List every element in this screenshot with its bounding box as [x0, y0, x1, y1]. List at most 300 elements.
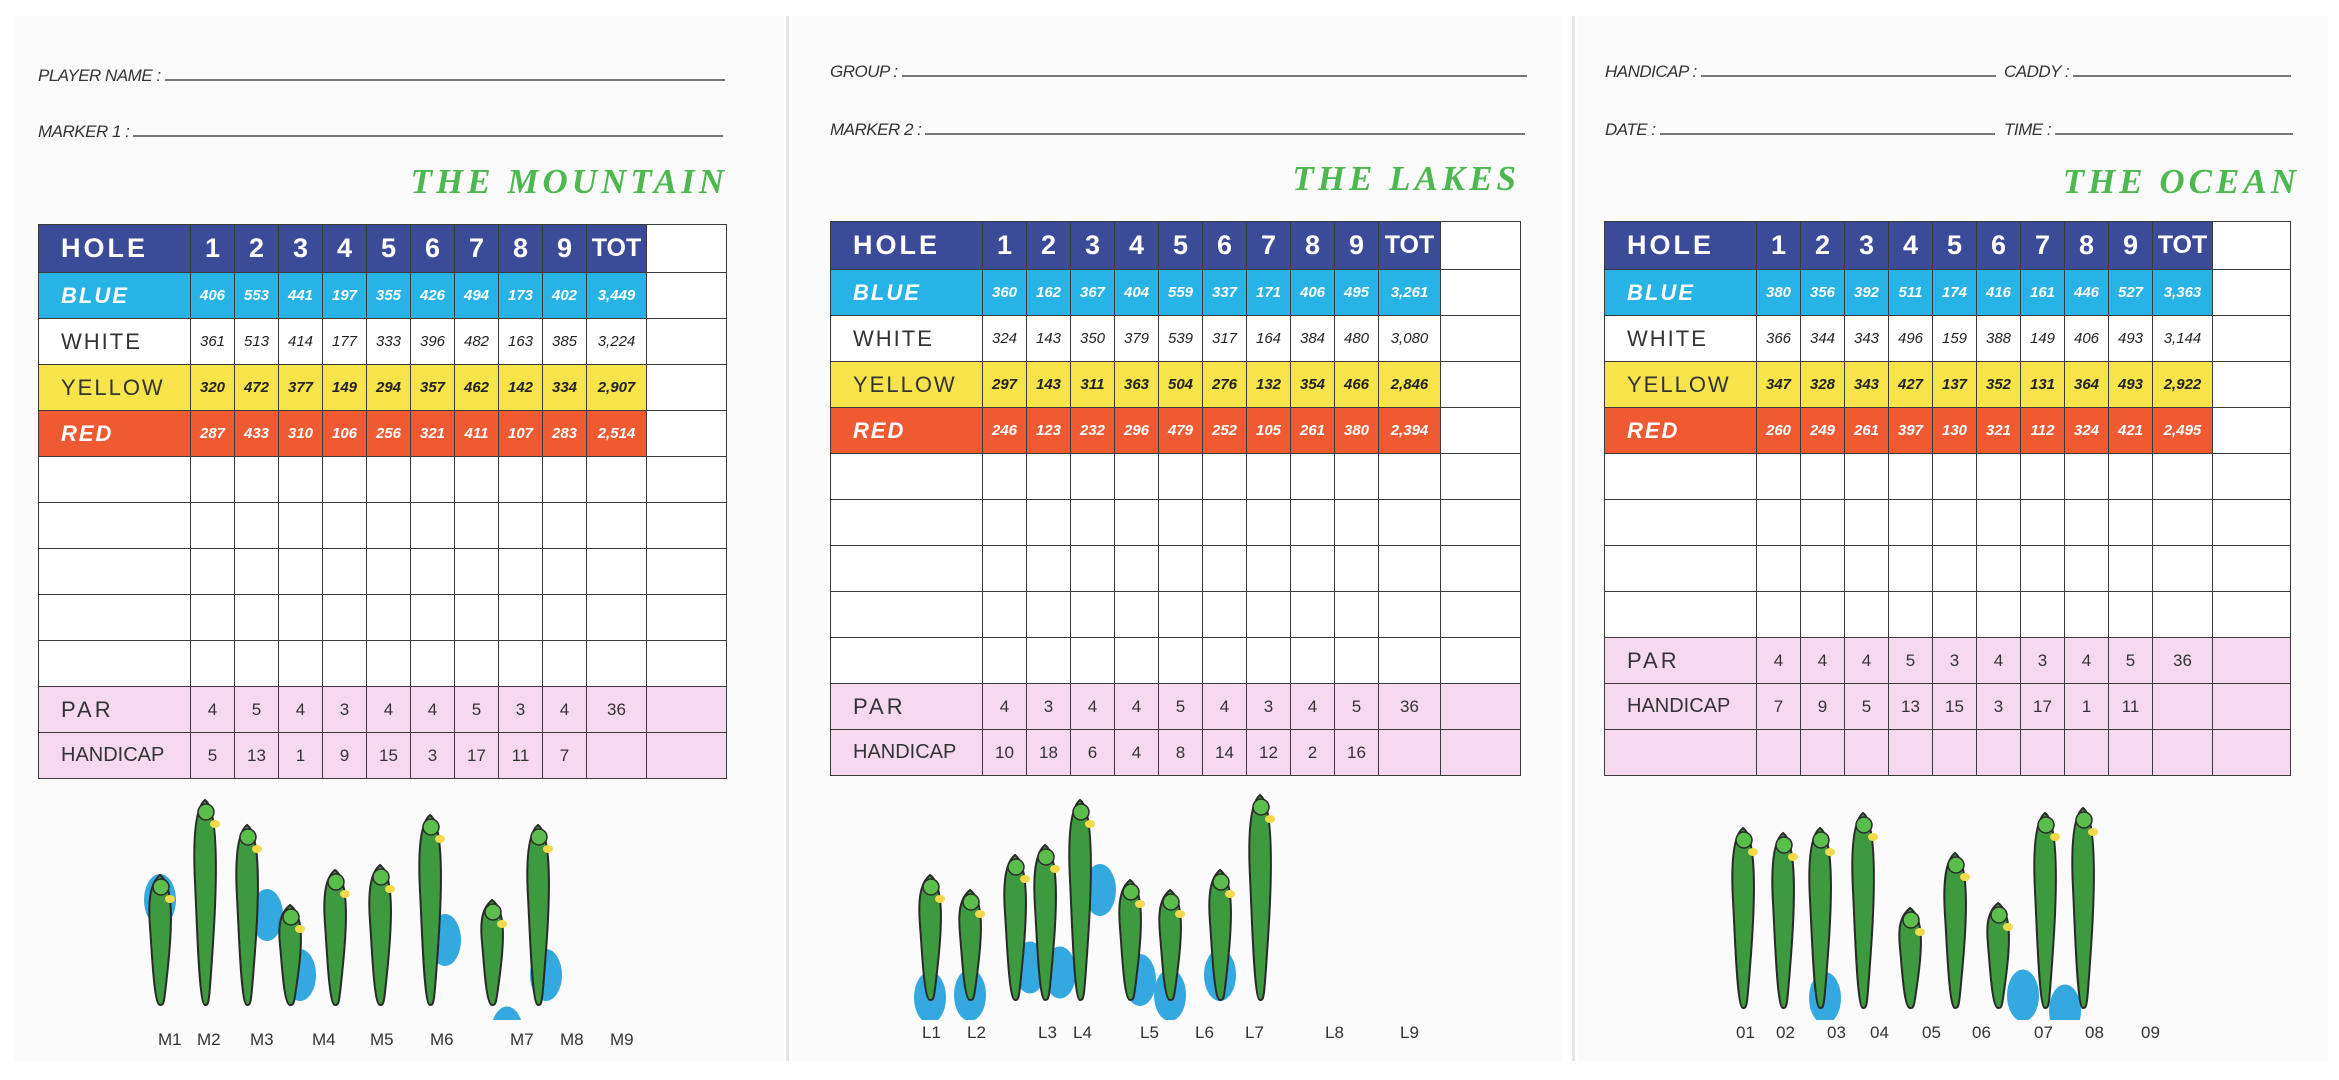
score-entry-cell[interactable] — [279, 549, 323, 595]
score-entry-cell[interactable] — [1291, 592, 1335, 638]
player-name-cell[interactable] — [1605, 592, 1757, 638]
score-entry-cell[interactable] — [1203, 500, 1247, 546]
score-entry-cell[interactable] — [1801, 454, 1845, 500]
score-entry-cell[interactable] — [411, 549, 455, 595]
par-label: PAR — [39, 687, 191, 733]
blue-yardage-cell: 162 — [1027, 270, 1071, 316]
player-name-cell[interactable] — [831, 546, 983, 592]
score-entry-cell[interactable] — [1889, 592, 1933, 638]
green — [373, 869, 389, 885]
yellow-tee-label: YELLOW — [39, 365, 191, 411]
green — [1903, 912, 1919, 928]
par-cell: 3 — [1247, 684, 1291, 730]
marker2-line — [925, 133, 1525, 135]
score-entry-cell[interactable] — [983, 638, 1027, 684]
score-entry-cell[interactable] — [235, 503, 279, 549]
score-entry-cell[interactable] — [191, 549, 235, 595]
score-entry-cell[interactable] — [1027, 638, 1071, 684]
white-tee-row — [1605, 316, 2291, 362]
handicap-cell: 8 — [1159, 730, 1203, 776]
red-yardage-cell: 296 — [1115, 408, 1159, 454]
red-yardage-cell: 397 — [1889, 408, 1933, 454]
marker2-field[interactable] — [830, 114, 1525, 140]
score-entry-cell[interactable] — [2065, 500, 2109, 546]
bunker — [210, 820, 220, 828]
score-entry-cell[interactable] — [1933, 592, 1977, 638]
score-entry-cell[interactable] — [2065, 592, 2109, 638]
score-entry-cell[interactable] — [1441, 638, 1521, 684]
score-entry-cell[interactable] — [1441, 270, 1521, 316]
par-cell: 5 — [1335, 684, 1379, 730]
score-entry-cell[interactable] — [1441, 592, 1521, 638]
blue-yardage-cell: 527 — [2109, 270, 2153, 316]
hole-number-row — [831, 222, 1521, 270]
score-entry-cell[interactable] — [411, 641, 455, 687]
score-entry-cell[interactable] — [983, 546, 1027, 592]
hole-map-label: M6 — [430, 1030, 454, 1049]
yellow-yardage-cell: 320 — [191, 365, 235, 411]
score-entry-cell[interactable] — [1801, 592, 1845, 638]
bunker — [252, 845, 262, 853]
par-cell: 5 — [235, 687, 279, 733]
blue-yardage-cell: 494 — [455, 273, 499, 319]
bunker — [435, 835, 445, 843]
score-entry-cell[interactable] — [1441, 316, 1521, 362]
caddy-label: CADDY : — [2004, 62, 2070, 81]
score-entry-cell[interactable] — [1757, 592, 1801, 638]
hole-map-M8 — [481, 900, 523, 1020]
score-entry-cell[interactable] — [1977, 546, 2021, 592]
red-yardage-cell: 106 — [323, 411, 367, 457]
score-entry-cell[interactable] — [983, 454, 1027, 500]
score-entry-cell[interactable] — [455, 641, 499, 687]
white-yardage-cell: 324 — [983, 316, 1027, 362]
score-entry-cell[interactable] — [1757, 454, 1801, 500]
score-entry-cell[interactable] — [2021, 592, 2065, 638]
player-name-cell[interactable] — [1605, 454, 1757, 500]
score-entry-cell[interactable] — [2109, 546, 2153, 592]
score-entry-cell[interactable] — [1889, 500, 1933, 546]
score-entry-cell[interactable] — [1977, 592, 2021, 638]
score-entry-cell[interactable] — [1291, 638, 1335, 684]
score-entry-cell[interactable] — [587, 503, 647, 549]
red-yardage-cell: 310 — [279, 411, 323, 457]
score-entry-cell[interactable] — [1379, 454, 1441, 500]
score-entry-cell[interactable] — [191, 595, 235, 641]
score-entry-cell[interactable] — [323, 595, 367, 641]
score-entry-cell[interactable] — [1115, 454, 1159, 500]
player-name-cell[interactable] — [39, 641, 191, 687]
blue-yardage-cell: 380 — [1757, 270, 1801, 316]
score-entry-cell[interactable] — [1027, 500, 1071, 546]
score-entry-cell[interactable] — [367, 457, 411, 503]
total-extra-cell[interactable] — [1441, 222, 1521, 270]
handicap-cell: 11 — [2109, 684, 2153, 730]
score-entry-cell[interactable] — [1757, 500, 1801, 546]
score-entry-cell[interactable] — [2213, 316, 2291, 362]
bunker — [1825, 848, 1835, 856]
green — [1948, 857, 1964, 873]
score-row — [39, 595, 727, 641]
score-entry-cell[interactable] — [455, 549, 499, 595]
group-field[interactable] — [830, 56, 1527, 82]
score-entry-cell[interactable] — [1291, 546, 1335, 592]
score-entry-cell[interactable] — [587, 595, 647, 641]
score-entry-cell[interactable] — [2065, 454, 2109, 500]
score-row — [831, 638, 1521, 684]
score-entry-cell[interactable] — [235, 595, 279, 641]
score-entry-cell[interactable] — [1071, 546, 1115, 592]
blue-yardage-cell: 441 — [279, 273, 323, 319]
blue-yardage-cell: 416 — [1977, 270, 2021, 316]
score-entry-cell[interactable] — [1977, 500, 2021, 546]
score-entry-cell[interactable] — [543, 503, 587, 549]
handicap-field[interactable] — [1605, 56, 1996, 82]
score-entry-cell[interactable] — [1115, 500, 1159, 546]
hole-number-5: 5 — [1933, 222, 1977, 270]
hole-map-L6 — [1119, 880, 1156, 1006]
score-entry-cell[interactable] — [499, 503, 543, 549]
score-entry-cell[interactable] — [1977, 454, 2021, 500]
white-tee-row — [831, 316, 1521, 362]
score-row — [1605, 454, 2291, 500]
hole-map-L9 — [1249, 795, 1275, 1000]
player-name-cell[interactable] — [831, 454, 983, 500]
score-entry-cell[interactable] — [1441, 362, 1521, 408]
score-entry-cell[interactable] — [455, 457, 499, 503]
score-entry-cell[interactable] — [2213, 270, 2291, 316]
score-entry-cell[interactable] — [1159, 638, 1203, 684]
score-entry-cell[interactable] — [1071, 592, 1115, 638]
score-entry-cell[interactable] — [1335, 638, 1379, 684]
player-name-cell[interactable] — [39, 595, 191, 641]
score-entry-cell[interactable] — [1159, 454, 1203, 500]
caddy-field[interactable] — [2004, 56, 2291, 82]
score-entry-cell[interactable] — [1203, 638, 1247, 684]
hole-map-label: L1 — [922, 1023, 941, 1042]
score-entry-cell[interactable] — [1247, 592, 1291, 638]
score-entry-cell[interactable] — [323, 503, 367, 549]
score-entry-cell[interactable] — [235, 549, 279, 595]
blank-pink-row — [1605, 730, 2291, 776]
blue-yardage-cell: 406 — [1291, 270, 1335, 316]
blue-yardage-cell: 553 — [235, 273, 279, 319]
yellow-tee-label: YELLOW — [831, 362, 983, 408]
white-tee-label: WHITE — [831, 316, 983, 362]
green — [423, 819, 439, 835]
score-entry-cell[interactable] — [455, 503, 499, 549]
hole-number-6: 6 — [1977, 222, 2021, 270]
score-entry-cell[interactable] — [2213, 546, 2291, 592]
yellow-yardage-cell: 311 — [1071, 362, 1115, 408]
hole-maps-ocean — [1715, 798, 2235, 1020]
score-entry-cell[interactable] — [2153, 546, 2213, 592]
player-name-cell[interactable] — [1605, 500, 1757, 546]
scorecard-table-ocean — [1604, 221, 2291, 776]
yellow-yardage-cell: 364 — [2065, 362, 2109, 408]
score-entry-cell[interactable] — [1115, 546, 1159, 592]
hole-map-L8 — [1204, 870, 1236, 1001]
score-entry-cell[interactable] — [235, 641, 279, 687]
yellow-yardage-cell: 462 — [455, 365, 499, 411]
water-hazard — [491, 1007, 523, 1021]
score-entry-cell[interactable] — [1027, 546, 1071, 592]
score-entry-cell[interactable] — [1247, 500, 1291, 546]
bunker — [165, 895, 175, 903]
score-entry-cell[interactable] — [323, 457, 367, 503]
score-entry-cell[interactable] — [2153, 500, 2213, 546]
score-entry-cell[interactable] — [323, 549, 367, 595]
fairway — [1249, 795, 1271, 1000]
score-entry-cell[interactable] — [1441, 408, 1521, 454]
hole-map-M4 — [279, 905, 316, 1005]
score-entry-cell[interactable] — [1845, 500, 1889, 546]
score-entry-cell[interactable] — [1335, 454, 1379, 500]
player-name-cell[interactable] — [39, 549, 191, 595]
player-name-field[interactable] — [38, 60, 725, 86]
score-entry-cell[interactable] — [191, 503, 235, 549]
score-entry-cell[interactable] — [2109, 454, 2153, 500]
score-entry-cell[interactable] — [1115, 638, 1159, 684]
score-entry-cell[interactable] — [1441, 546, 1521, 592]
score-entry-cell[interactable] — [235, 457, 279, 503]
green — [1813, 832, 1829, 848]
course-title-mountain: THE MOUNTAIN — [410, 162, 728, 201]
bunker — [2088, 828, 2098, 836]
score-entry-cell[interactable] — [983, 592, 1027, 638]
handicap-cell: 17 — [455, 733, 499, 779]
hole-map-label: M3 — [250, 1030, 274, 1049]
score-entry-cell[interactable] — [191, 641, 235, 687]
score-entry-cell[interactable] — [1379, 546, 1441, 592]
score-entry-cell[interactable] — [1379, 592, 1441, 638]
score-entry-cell[interactable] — [1379, 638, 1441, 684]
player-name-cell[interactable] — [39, 457, 191, 503]
score-entry-cell[interactable] — [647, 319, 727, 365]
player-name-cell[interactable] — [831, 500, 983, 546]
score-entry-cell[interactable] — [647, 411, 727, 457]
score-entry-cell[interactable] — [543, 595, 587, 641]
score-entry-cell[interactable] — [2153, 592, 2213, 638]
score-entry-cell[interactable] — [1845, 592, 1889, 638]
white-yardage-cell: 143 — [1027, 316, 1071, 362]
score-entry-cell[interactable] — [1441, 454, 1521, 500]
hole-map-01 — [1732, 828, 1758, 1008]
hole-map-09 — [2072, 808, 2098, 1008]
score-entry-cell[interactable] — [1159, 592, 1203, 638]
score-entry-cell[interactable] — [543, 549, 587, 595]
score-entry-cell[interactable] — [2065, 546, 2109, 592]
score-entry-cell[interactable] — [2213, 500, 2291, 546]
score-entry-cell[interactable] — [1027, 592, 1071, 638]
total-header: TOT — [587, 225, 647, 273]
score-entry-cell[interactable] — [1933, 546, 1977, 592]
score-entry-cell[interactable] — [411, 595, 455, 641]
score-entry-cell[interactable] — [587, 549, 647, 595]
date-field[interactable] — [1605, 114, 1995, 140]
score-entry-cell[interactable] — [323, 641, 367, 687]
score-entry-cell[interactable] — [1889, 546, 1933, 592]
white-yardage-cell: 396 — [411, 319, 455, 365]
time-field[interactable] — [2004, 114, 2293, 140]
date-label: DATE : — [1605, 120, 1656, 139]
score-entry-cell[interactable] — [455, 595, 499, 641]
handicap-cell: 6 — [1071, 730, 1115, 776]
score-entry-cell[interactable] — [647, 641, 727, 687]
marker1-label: MARKER 1 : — [38, 122, 130, 141]
score-entry-cell[interactable] — [2153, 454, 2213, 500]
total-extra-cell[interactable] — [2213, 222, 2291, 270]
hole-map-M9 — [527, 825, 562, 1005]
white-yardage-cell: 3,224 — [587, 319, 647, 365]
score-entry-cell[interactable] — [279, 457, 323, 503]
score-entry-cell[interactable] — [1071, 500, 1115, 546]
score-entry-cell[interactable] — [2213, 362, 2291, 408]
score-entry-cell[interactable] — [1203, 546, 1247, 592]
score-entry-cell[interactable] — [1247, 638, 1291, 684]
score-entry-cell[interactable] — [1801, 500, 1845, 546]
marker1-field[interactable] — [38, 116, 723, 142]
score-entry-cell[interactable] — [499, 549, 543, 595]
score-entry-cell[interactable] — [2213, 454, 2291, 500]
score-entry-cell[interactable] — [1933, 454, 1977, 500]
hole-row-label: HOLE — [39, 225, 191, 273]
handicap-cell: 1 — [279, 733, 323, 779]
score-entry-cell[interactable] — [983, 500, 1027, 546]
group-label: GROUP : — [830, 62, 898, 81]
score-entry-cell[interactable] — [1441, 500, 1521, 546]
par-cell: 4 — [1757, 638, 1801, 684]
player-name-cell[interactable] — [1605, 546, 1757, 592]
white-yardage-cell: 333 — [367, 319, 411, 365]
par-cell: 36 — [1379, 684, 1441, 730]
bunker — [975, 910, 985, 918]
score-entry-cell[interactable] — [1159, 500, 1203, 546]
score-entry-cell[interactable] — [647, 457, 727, 503]
score-entry-cell[interactable] — [1889, 454, 1933, 500]
par-cell: 3 — [1933, 638, 1977, 684]
score-entry-cell[interactable] — [1291, 454, 1335, 500]
score-entry-cell[interactable] — [279, 503, 323, 549]
hole-map-M6 — [369, 865, 395, 1005]
score-entry-cell[interactable] — [2109, 500, 2153, 546]
score-entry-cell[interactable] — [1027, 454, 1071, 500]
score-entry-cell[interactable] — [2109, 592, 2153, 638]
score-entry-cell[interactable] — [1115, 592, 1159, 638]
score-entry-cell[interactable] — [1335, 592, 1379, 638]
score-entry-cell[interactable] — [1159, 546, 1203, 592]
blue-yardage-cell: 3,449 — [587, 273, 647, 319]
score-entry-cell[interactable] — [543, 641, 587, 687]
score-entry-cell[interactable] — [1291, 500, 1335, 546]
yellow-yardage-cell: 493 — [2109, 362, 2153, 408]
score-entry-cell[interactable] — [411, 503, 455, 549]
hole-map-label: L6 — [1195, 1023, 1214, 1042]
score-entry-cell[interactable] — [2213, 592, 2291, 638]
yellow-yardage-cell: 2,846 — [1379, 362, 1441, 408]
hole-number-2: 2 — [1027, 222, 1071, 270]
score-entry-cell[interactable] — [499, 595, 543, 641]
course-title-ocean: THE OCEAN — [2062, 162, 2300, 201]
score-entry-cell[interactable] — [1203, 454, 1247, 500]
score-entry-cell[interactable] — [2021, 500, 2065, 546]
player-name-cell[interactable] — [831, 638, 983, 684]
red-yardage-cell: 421 — [2109, 408, 2153, 454]
score-entry-cell[interactable] — [1203, 592, 1247, 638]
hole-map-07 — [1987, 903, 2039, 1020]
red-yardage-cell: 324 — [2065, 408, 2109, 454]
player-name-cell[interactable] — [39, 503, 191, 549]
red-yardage-cell: 380 — [1335, 408, 1379, 454]
score-entry-cell[interactable] — [1379, 500, 1441, 546]
handicap-header-label: HANDICAP : — [1605, 62, 1697, 81]
score-entry-cell[interactable] — [1335, 546, 1379, 592]
hole-number-4: 4 — [1889, 222, 1933, 270]
score-entry-cell[interactable] — [411, 457, 455, 503]
score-entry-cell[interactable] — [1845, 546, 1889, 592]
blank-pink-cell — [1845, 730, 1889, 776]
score-entry-cell[interactable] — [1247, 546, 1291, 592]
score-entry-cell[interactable] — [647, 595, 727, 641]
score-entry-cell[interactable] — [367, 595, 411, 641]
total-extra-cell[interactable] — [647, 225, 727, 273]
score-row — [39, 549, 727, 595]
yellow-yardage-cell: 297 — [983, 362, 1027, 408]
red-yardage-cell: 479 — [1159, 408, 1203, 454]
score-entry-cell[interactable] — [1335, 500, 1379, 546]
score-entry-cell[interactable] — [1757, 546, 1801, 592]
score-entry-cell[interactable] — [2213, 408, 2291, 454]
par-cell: 4 — [191, 687, 235, 733]
score-entry-cell[interactable] — [2021, 454, 2065, 500]
handicap-cell: 13 — [1889, 684, 1933, 730]
score-entry-cell[interactable] — [1801, 546, 1845, 592]
score-entry-cell[interactable] — [279, 641, 323, 687]
red-yardage-cell: 130 — [1933, 408, 1977, 454]
par-row — [1605, 638, 2291, 684]
player-name-cell[interactable] — [831, 592, 983, 638]
score-entry-cell[interactable] — [367, 641, 411, 687]
hole-map-label: 05 — [1922, 1023, 1941, 1042]
red-tee-label: RED — [831, 408, 983, 454]
score-entry-cell[interactable] — [1071, 638, 1115, 684]
bunker — [2003, 923, 2013, 931]
score-entry-cell[interactable] — [2021, 546, 2065, 592]
score-entry-cell[interactable] — [191, 457, 235, 503]
handicap-cell: 7 — [1757, 684, 1801, 730]
score-entry-cell[interactable] — [1247, 454, 1291, 500]
score-entry-cell[interactable] — [647, 365, 727, 411]
hole-number-7: 7 — [1247, 222, 1291, 270]
score-entry-cell[interactable] — [587, 457, 647, 503]
hole-map-03 — [1809, 828, 1841, 1020]
score-entry-cell[interactable] — [1071, 454, 1115, 500]
score-entry-cell[interactable] — [647, 273, 727, 319]
score-entry-cell[interactable] — [499, 641, 543, 687]
score-entry-cell[interactable] — [367, 503, 411, 549]
score-entry-cell[interactable] — [279, 595, 323, 641]
score-entry-cell[interactable] — [367, 549, 411, 595]
score-entry-cell[interactable] — [647, 549, 727, 595]
score-entry-cell[interactable] — [543, 457, 587, 503]
hole-number-1: 1 — [983, 222, 1027, 270]
score-entry-cell[interactable] — [1845, 454, 1889, 500]
score-entry-cell[interactable] — [647, 503, 727, 549]
score-entry-cell[interactable] — [1933, 500, 1977, 546]
score-entry-cell[interactable] — [587, 641, 647, 687]
par-cell: 4 — [983, 684, 1027, 730]
score-entry-cell[interactable] — [499, 457, 543, 503]
